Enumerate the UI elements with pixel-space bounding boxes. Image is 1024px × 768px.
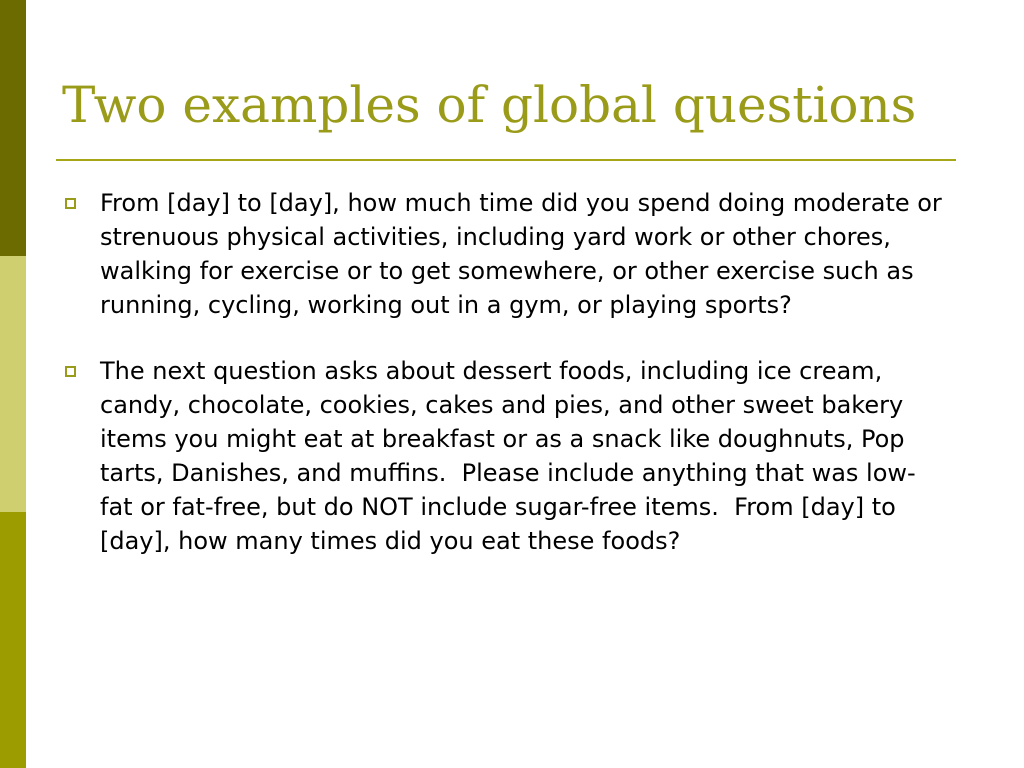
side-bar-dark-segment xyxy=(0,0,26,256)
side-bar-mid-segment xyxy=(0,512,26,768)
slide-title: Two examples of global questions xyxy=(62,76,917,134)
bullet-list xyxy=(62,186,950,590)
bullet-text: From [day] to [day], how much time did you spend doing moderate or strenuous physical activities, including yard work or other chores, walking for exercise or to get somewhere, or other exercise such as running, cycling, working out in a gym, or playing sports? xyxy=(100,189,950,319)
bullet-item xyxy=(62,354,942,558)
hollow-square-bullet-icon xyxy=(65,366,76,377)
decorative-side-bar xyxy=(0,0,26,768)
bullet-item xyxy=(62,186,950,322)
title-underline xyxy=(56,159,956,161)
bullet-text: The next question asks about dessert foods, including ice cream, candy, chocolate, cookies, cakes and pies, and other sweet bakery items you might eat at breakfast or as a snack like doughnuts, Pop tarts, Danishes, and muffins. Please include anything that was low-fat or fat-free, but do NOT include sugar-free items. From [day] to [day], how many times did you eat these foods? xyxy=(100,357,916,555)
side-bar-light-segment xyxy=(0,256,26,512)
hollow-square-bullet-icon xyxy=(65,198,76,209)
